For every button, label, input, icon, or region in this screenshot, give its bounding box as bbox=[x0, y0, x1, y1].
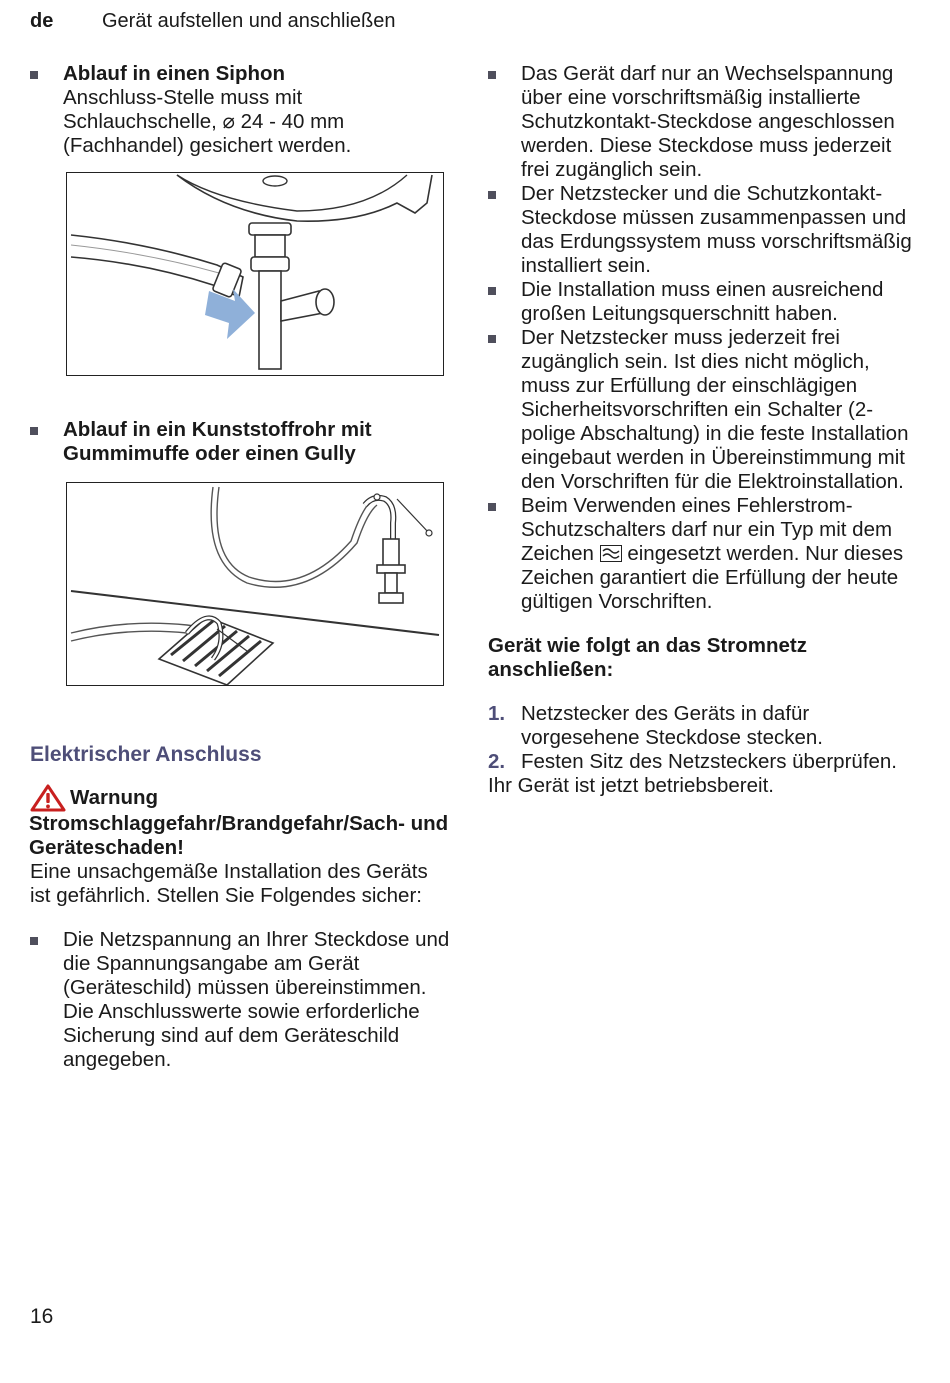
warning-body: Eine unsachgemäße Installation des Geräts ist gefährlich. Stellen Sie Folgendes sicher: bbox=[30, 860, 428, 907]
step-item bbox=[488, 750, 918, 774]
list-item bbox=[30, 928, 450, 1072]
steps-list bbox=[488, 702, 918, 774]
rcd-text-after: eingesetzt werden. Nur dieses Zeichen garantiert die Erfüllung der heute gültigen Vorschriften. bbox=[521, 542, 904, 613]
drain-illustration bbox=[66, 482, 444, 686]
bullet-text: Der Netzstecker und die Schutzkontakt-Steckdose müssen zusammenpassen und das Erdungssystem muss vorschriftsmäßig installiert sein. bbox=[521, 182, 912, 277]
bullet-marker bbox=[488, 503, 496, 511]
list-item bbox=[488, 278, 918, 326]
siphon-heading: Ablauf in einen Siphon bbox=[63, 62, 286, 85]
plastic-pipe-item bbox=[30, 418, 450, 466]
plastic-pipe-heading: Ablauf in ein Kunststoffrohr mit Gummimuffe oder einen Gully bbox=[63, 418, 372, 465]
bullet-marker bbox=[488, 287, 496, 295]
list-item bbox=[488, 494, 918, 614]
warning-label-row bbox=[30, 784, 450, 812]
bullet-marker bbox=[30, 427, 38, 435]
page-number: 16 bbox=[30, 1305, 54, 1328]
siphon-item bbox=[30, 62, 450, 158]
step-item bbox=[488, 702, 918, 750]
step-text: Netzstecker des Geräts in dafür vorgesehene Steckdose stecken. bbox=[521, 702, 823, 749]
rcd-text-before: Beim Verwenden eines Fehlerstrom-Schutzschalters darf nur ein Typ mit dem Zeichen bbox=[521, 494, 893, 565]
bullet-marker bbox=[488, 191, 496, 199]
bullet-text: Das Gerät darf nur an Wechselspannung über eine vorschriftsmäßig installierte Schutzkontakt-Steckdose angeschlossen werden. Diese Steckdose muss jederzeit frei zugänglich sein. bbox=[521, 62, 895, 181]
bullet-marker bbox=[488, 71, 496, 79]
bullet-text: Der Netzstecker muss jederzeit frei zugänglich sein. Ist dies nicht möglich, muss zur Erfüllung der einschlägigen Sicherheitsvorschriften ein Schalter (2-polige Abschaltung) in die feste Installation eingebaut werden in Übereinstimmung mit den Vorschriften für die Elektroinstallation. bbox=[521, 326, 909, 493]
section-title: Elektrischer Anschluss bbox=[30, 743, 262, 766]
rcd-type-symbol-icon bbox=[600, 545, 622, 562]
bullet-marker bbox=[488, 335, 496, 343]
bullet-marker bbox=[30, 937, 38, 945]
bullet-text: Die Installation muss einen ausreichend großen Leitungsquerschnitt haben. bbox=[521, 278, 884, 325]
step-number: 2. bbox=[488, 750, 506, 773]
list-item bbox=[488, 182, 918, 278]
left-column bbox=[30, 62, 450, 1072]
closing-text: Ihr Gerät ist jetzt betriebsbereit. bbox=[488, 774, 774, 797]
page-header bbox=[30, 8, 396, 34]
bullet-marker bbox=[30, 71, 38, 79]
warning-headline: Stromschlaggefahr/Brandgefahr/Sach- und Geräteschaden! bbox=[29, 812, 449, 859]
list-item bbox=[488, 326, 918, 494]
bullet-text: Die Netzspannung an Ihrer Steckdose und die Spannungsangabe am Gerät (Geräteschild) müssen übereinstimmen. Die Anschlusswerte sowie erforderliche Sicherung sind auf dem Geräteschild angegeben. bbox=[63, 928, 450, 1071]
warning-label: Warnung bbox=[70, 786, 159, 809]
chapter-title: Gerät aufstellen und anschließen bbox=[102, 10, 396, 32]
right-column bbox=[488, 62, 918, 798]
warning-triangle-icon bbox=[30, 784, 66, 812]
siphon-illustration bbox=[66, 172, 444, 376]
siphon-body: Anschluss-Stelle muss mit Schlauchschelle, ⌀ 24 - 40 mm (Fachhandel) gesichert werden. bbox=[63, 86, 352, 157]
list-item bbox=[488, 62, 918, 182]
language-code: de bbox=[30, 10, 54, 32]
connect-heading: Gerät wie folgt an das Stromnetz anschließen: bbox=[488, 634, 807, 681]
rcd-bullet-text bbox=[521, 494, 918, 614]
step-text: Festen Sitz des Netzsteckers überprüfen. bbox=[521, 750, 898, 773]
step-number: 1. bbox=[488, 702, 506, 725]
